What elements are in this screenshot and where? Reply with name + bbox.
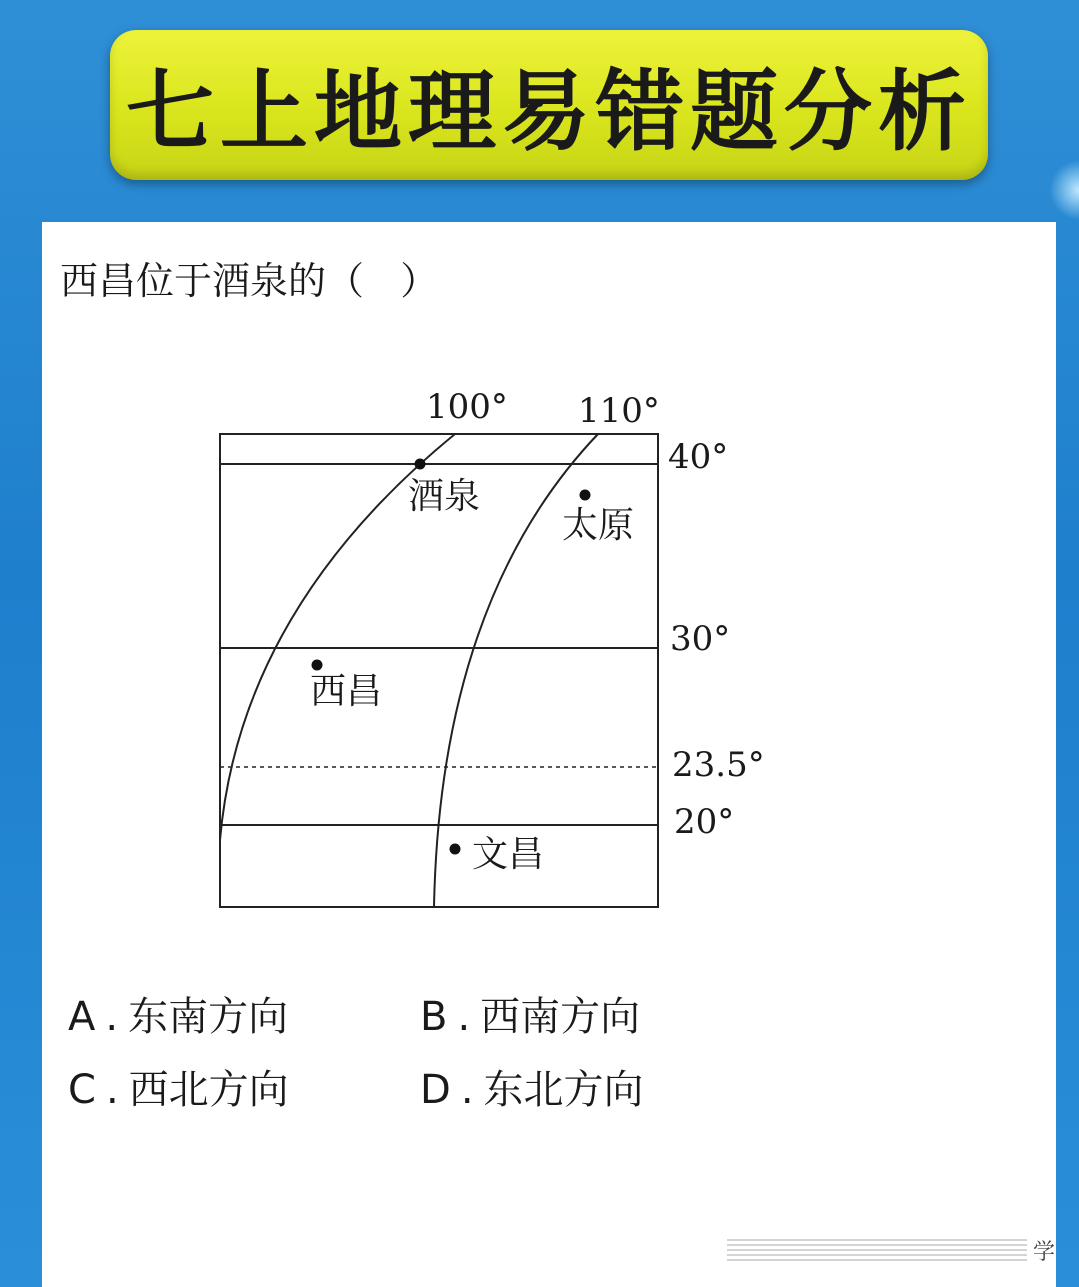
question-close: ） (400, 259, 439, 303)
latitude-label-20: 20° (674, 802, 735, 842)
city-dot-taiyuan (580, 490, 591, 501)
option-b-letter: B (420, 994, 448, 1040)
option-d-letter: D (420, 1067, 451, 1113)
option-a[interactable] (68, 985, 288, 1042)
option-a-letter: A (68, 994, 96, 1040)
city-label-wenchang: 文昌 (472, 834, 545, 875)
city-dot-wenchang (450, 844, 461, 855)
option-b-sep: . (457, 994, 471, 1040)
city-label-taiyuan: 太原 (562, 505, 635, 546)
option-d-sep: . (460, 1067, 474, 1113)
city-dot-xichang (312, 660, 323, 671)
option-b-text: 西南方向 (480, 994, 641, 1040)
watermark (727, 1235, 1055, 1265)
city-label-jiuquan: 酒泉 (408, 476, 481, 517)
watermark-lines (727, 1239, 1027, 1261)
option-c[interactable] (68, 1058, 289, 1115)
latitude-label-23-5: 23.5° (672, 745, 765, 785)
longitude-label-100: 100° (426, 387, 508, 427)
latitude-label-40: 40° (668, 437, 729, 477)
watermark-text: 学 (1032, 1239, 1055, 1265)
longitude-label-110: 110° (578, 391, 660, 431)
page-title: 七上地理易错题分析 (125, 60, 972, 163)
option-c-sep: . (105, 1067, 119, 1113)
option-a-sep: . (105, 994, 119, 1040)
option-c-text: 西北方向 (128, 1067, 289, 1113)
option-a-text: 东南方向 (128, 994, 289, 1040)
option-d-text: 东北方向 (483, 1067, 644, 1113)
latitude-label-30: 30° (670, 619, 731, 659)
city-dot-jiuquan (415, 459, 426, 470)
city-label-xichang: 西昌 (310, 671, 383, 712)
question-stem: 西昌位于酒泉的（ (60, 259, 365, 303)
option-c-letter: C (68, 1067, 96, 1113)
option-d[interactable] (420, 1058, 644, 1115)
option-b[interactable] (420, 985, 640, 1042)
